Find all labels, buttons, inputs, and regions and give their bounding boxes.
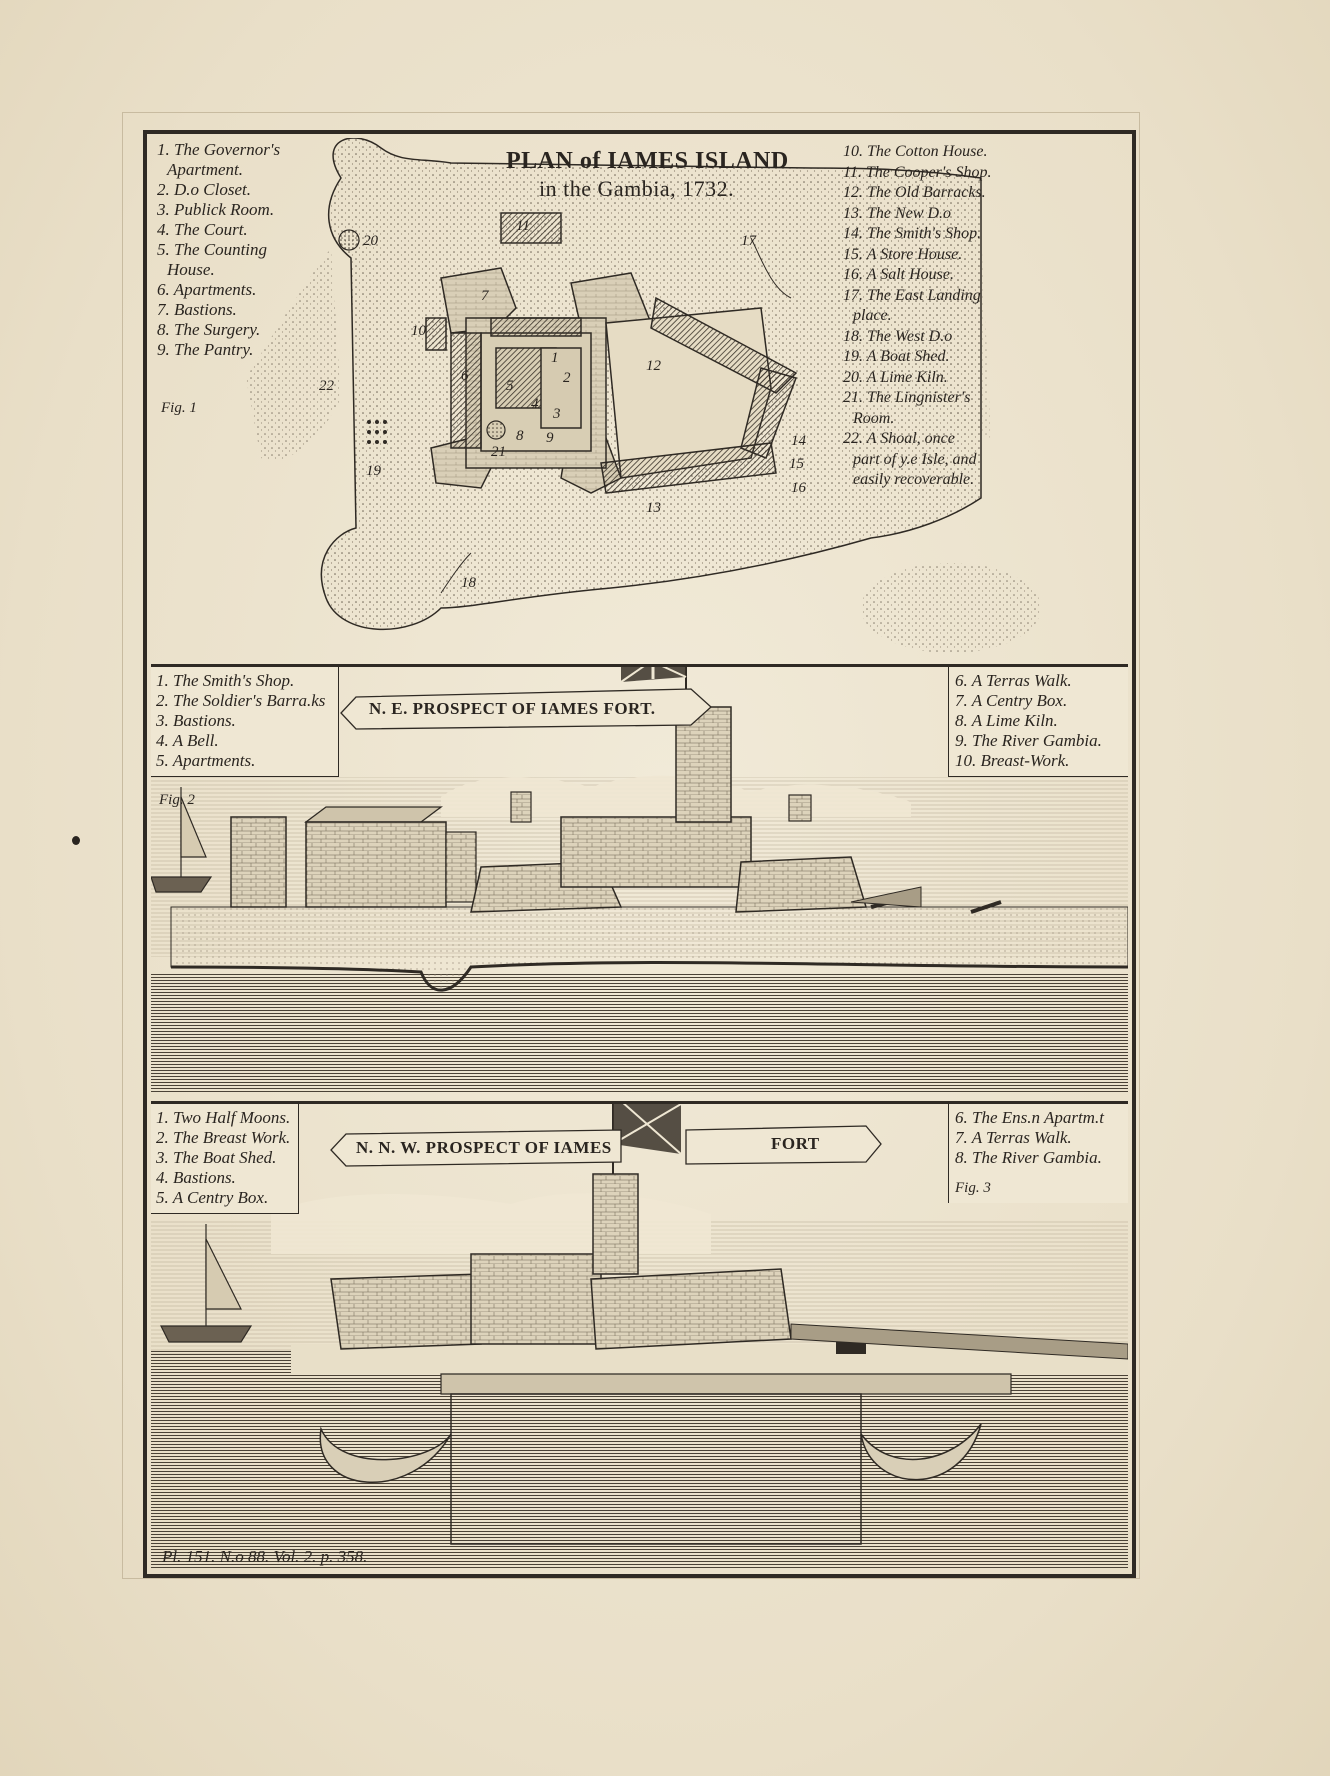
legend-item: 12. The Old Barracks. <box>843 184 986 201</box>
plan-number: 2 <box>563 370 571 386</box>
plan-number: 4 <box>531 396 539 412</box>
plan-number: 5 <box>506 378 514 394</box>
plan-number: 18 <box>461 575 476 591</box>
ne-legend-right <box>948 665 1128 777</box>
legend-item: 4. The Court. <box>157 220 248 239</box>
legend-item: 15. A Store House. <box>843 245 963 263</box>
plan-title: PLAN of IAMES ISLAND <box>506 148 789 174</box>
plan-number: 12 <box>646 358 661 374</box>
legend-item: 3. The Boat Shed. <box>156 1148 277 1167</box>
fig-2-label: Fig. 2 <box>159 792 195 808</box>
legend-item: 21. The Lingnister's <box>843 389 971 406</box>
legend-item: 18. The West D.o <box>843 327 953 345</box>
ne-prospect-panel <box>151 664 1128 1094</box>
legend-item: 8. The River Gambia. <box>955 1148 1102 1167</box>
plate-reference: Pl. 151. N.o 88. Vol. 2. p. 358. <box>162 1547 368 1566</box>
nnw-legend-right <box>948 1102 1128 1203</box>
legend-item: 20. A Lime Kiln. <box>843 368 948 386</box>
legend-item: 6. Apartments. <box>157 280 257 299</box>
legend-item: 10. The Cotton House. <box>843 143 988 160</box>
legend-item: 6. A Terras Walk. <box>955 671 1072 690</box>
legend-item: 4. Bastions. <box>156 1168 236 1187</box>
plan-number: 10 <box>411 323 426 339</box>
legend-item: 1. Two Half Moons. <box>156 1108 291 1127</box>
legend-item: easily recoverable. <box>853 471 975 488</box>
legend-item: 9. The Pantry. <box>157 340 254 359</box>
plan-number: 15 <box>789 456 804 472</box>
plan-number: 22 <box>319 378 334 394</box>
legend-item: House. <box>167 260 215 279</box>
plan-number: 7 <box>481 288 489 304</box>
legend-item: 7. Bastions. <box>157 300 237 319</box>
legend-item: 4. A Bell. <box>156 731 219 750</box>
legend-item: 5. Apartments. <box>156 751 256 770</box>
plan-legend-right <box>843 142 991 491</box>
legend-item: 13. The New D.o <box>843 204 951 222</box>
legend-item: 2. The Soldier's Barra.ks <box>156 691 326 710</box>
plan-number: 19 <box>366 463 381 479</box>
plan-number: 20 <box>363 233 378 249</box>
plan-number: 8 <box>516 428 524 444</box>
legend-item: Apartment. <box>167 160 244 179</box>
legend-item: 6. The Ens.n Apartm.t <box>955 1108 1104 1127</box>
legend-item: 5. The Counting <box>157 240 268 259</box>
plan-number: 13 <box>646 500 661 516</box>
legend-item: 8. A Lime Kiln. <box>955 711 1058 730</box>
legend-item: 3. Bastions. <box>156 711 236 730</box>
plan-number: 21 <box>491 444 506 460</box>
plan-number: 11 <box>516 218 530 234</box>
fig-3-label: Fig. 3 <box>955 1180 991 1196</box>
nnw-prospect-panel <box>151 1101 1128 1569</box>
legend-item: 22. A Shoal, once <box>843 430 955 447</box>
legend-item: 7. A Centry Box. <box>955 691 1068 710</box>
legend-item: 19. A Boat Shed. <box>843 348 950 365</box>
ink-spot <box>72 836 80 845</box>
legend-item: 14. The Smith's Shop. <box>843 225 982 242</box>
plan-number: 1 <box>551 350 559 366</box>
legend-item: 17. The East Landing <box>843 286 981 304</box>
plan-panel <box>151 138 1128 658</box>
fig-1-label: Fig. 1 <box>161 400 197 416</box>
legend-item: 10. Breast-Work. <box>955 751 1070 770</box>
plan-number: 16 <box>791 480 806 496</box>
lime-kiln-marker <box>339 230 359 250</box>
legend-item: 7. A Terras Walk. <box>955 1128 1072 1147</box>
legend-item: 2. The Breast Work. <box>156 1128 291 1147</box>
legend-item: 3. Publick Room. <box>157 200 275 219</box>
legend-item: 9. The River Gambia. <box>955 731 1102 750</box>
plan-number: 9 <box>546 430 554 446</box>
legend-item: Room. <box>853 409 895 427</box>
plan-number: 6 <box>461 368 469 384</box>
legend-item: 1. The Governor's <box>157 140 281 159</box>
ne-banner-title: N. E. PROSPECT OF IAMES FORT. <box>369 699 656 718</box>
legend-item: 16. A Salt House. <box>843 266 954 283</box>
plan-number: 14 <box>791 433 806 449</box>
plan-number: 3 <box>553 406 561 422</box>
legend-item: 5. A Centry Box. <box>156 1188 269 1207</box>
plan-legend-left <box>157 140 280 360</box>
legend-item: 2. D.o Closet. <box>157 180 251 199</box>
nnw-banner-title-left: N. N. W. PROSPECT OF IAMES <box>356 1138 612 1157</box>
legend-item: 1. The Smith's Shop. <box>156 671 295 690</box>
plan-number: 17 <box>741 233 756 249</box>
legend-item: part of y.e Isle, and <box>853 450 977 468</box>
legend-item: 11. The Cooper's Shop. <box>843 163 992 181</box>
plan-subtitle: in the Gambia, 1732. <box>539 176 735 201</box>
nnw-banner-title-right: FORT <box>771 1134 820 1153</box>
legend-item: 8. The Surgery. <box>157 320 261 339</box>
legend-item: place. <box>853 307 892 324</box>
